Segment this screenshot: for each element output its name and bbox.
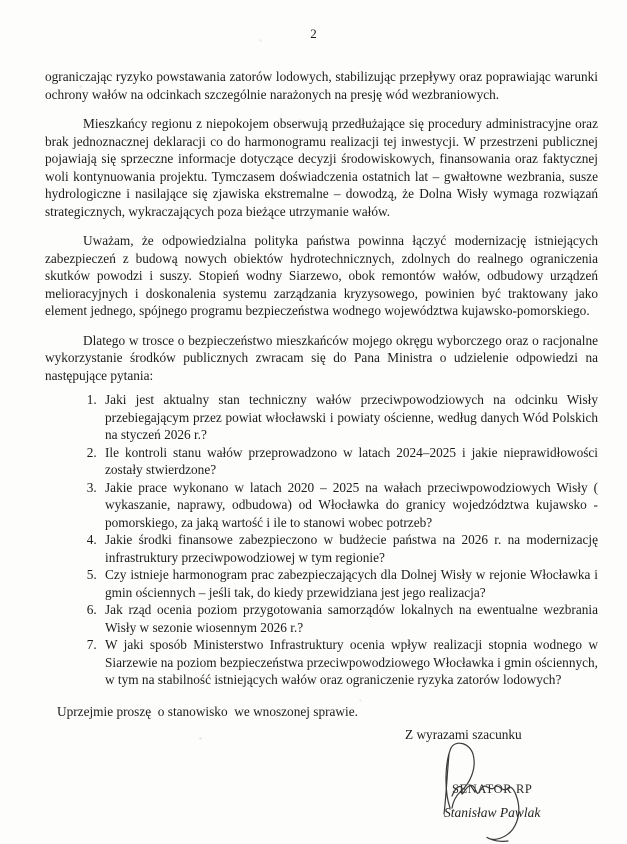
question-item-7: 7. W jaki sposób Ministerstwo Infrastruktury ocenia wpływ realizacji stopnia wodnego w Siarzewie na poziom bezpieczeństwa przeciwpowodziowego Włocławka i gmin ościennych, w tym na stabilność istniejących wałów oraz ograniczenie ryzyka zatorów lodowych? bbox=[100, 636, 598, 689]
question-item-3: 3. Jakie prace wykonano w latach 2020 – 2025 na wałach przeciwpowodziowych Wisły ( wykaszanie, naprawy, odbudowa) od Włocławka do granicy wojedzództwa kujawsko - pomorskiego, za jaką wartość i ile to stanowi wobec potrzeb? bbox=[100, 479, 598, 532]
page-number: 2 bbox=[310, 26, 317, 41]
paragraph-questions-intro: Dlatego w trosce o bezpieczeństwo mieszkańców mojego okręgu wyborczego oraz o racjonalne wykorzystanie środków publicznych zwracam się do Pana Ministra o udzielenie odpowiedzi na następujące pytania: bbox=[45, 332, 598, 383]
paragraph-residents-concern: Mieszkańcy regionu z niepokojem obserwują przedłużające się procedury administracyjne oraz brak jednoznacznej deklaracji co do harmonogramu realizacji tej inwestycji. W przestrzeni publicznej pojawiają się sprzeczne informacje dotyczące decyzji środowiskowych, finansowania oraz faktycznej woli kontynuowania projektu. Tymczasem doświadczenia ostatnich lat – gwałtowne wezbrania, susze hydrologiczne i nasilające się zjawiska ekstremalne – dowodzą, że Dolna Wisły wymaga rozwiązań strategicznych, wykraczających poza bieżące utrzymanie wałów. bbox=[45, 116, 598, 219]
paragraph-continuation: ograniczając ryzyko powstawania zatorów lodowych, stabilizując przepływy oraz poprawiając warunki ochrony wałów na odcinkach szczególnie narażonych na presję wód wezbraniowych. bbox=[45, 69, 598, 102]
question-item-2: 2. Ile kontroli stanu wałów przeprowadzono w latach 2024–2025 i jakie nieprawidłowości zostały stwierdzone? bbox=[100, 444, 598, 479]
letter-body bbox=[45, 68, 598, 689]
scan-speckles bbox=[0, 0, 1, 1]
signature-title: SENATOR RP bbox=[452, 782, 533, 796]
paragraph-policy-opinion: Uważam, że odpowiedzialna polityka państwa powinna łączyć modernizację istniejących zabezpieczeń z budową nowych obiektów hydrotechnicznych, zdolnych do realnego ograniczenia skutków powodzi i suszy. Stopień wodny Siarzewo, obok remontów wałów, odbudowy urządzeń melioracyjnych i doskonalenia systemu zarządzania kryzysowego, powinien być traktowany jako element jednego, spójnego programu bezpieczeństwa wodnego województwa kujawsko-pomorskiego. bbox=[45, 233, 598, 318]
closing-line: Uprzejmie proszę o stanowisko we wnoszonej sprawie. bbox=[57, 704, 358, 719]
question-item-6: 6. Jak rząd ocenia poziom przygotowania samorządów lokalnych na ewentualne wezbrania Wisły w sezonie wiosennym 2026 r.? bbox=[100, 601, 598, 636]
question-item-4: 4. Jakie środki finansowe zabezpieczono w budżecie państwa na 2026 r. na modernizację infrastruktury przeciwpowodziowej w tym regionie? bbox=[100, 531, 598, 566]
valediction: Z wyrazami szacunku bbox=[405, 727, 522, 742]
questions-list bbox=[45, 391, 598, 689]
question-item-5: 5. Czy istnieje harmonogram prac zabezpieczających dla Dolnej Wisły w rejonie Włocławka i gmin ościennych – jeśli tak, do kiedy przewidziana jest jego realizacja? bbox=[100, 566, 598, 601]
question-item-1: 1. Jaki jest aktualny stan techniczny wałów przeciwpowodziowych na odcinku Wisły przebiegającym przez powiat włocławski i powiaty ościenne, według danych Wód Polskich na styczeń 2026 r.? bbox=[100, 391, 598, 444]
signature-name: Stanisław Pawlak bbox=[444, 805, 541, 820]
